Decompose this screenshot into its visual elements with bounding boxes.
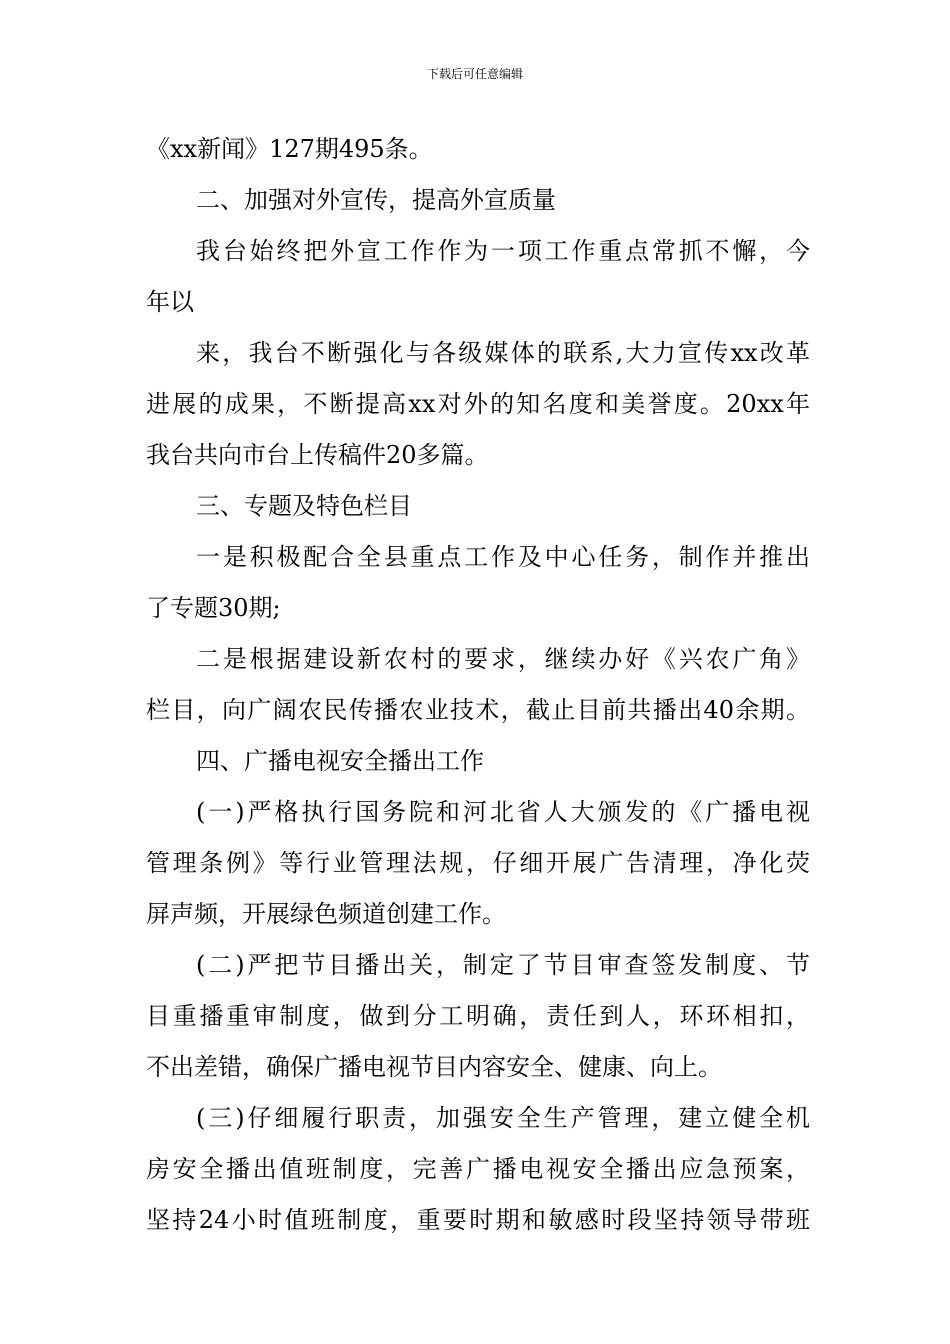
text-line-19: 不出差错，确保广播电视节目内容安全、健康、向上。 — [146, 1053, 722, 1081]
page-header: 下载后可任意编辑 — [426, 67, 523, 81]
text-line-15: 管理条例》等行业管理法规，仔细开展广告清理，净化荧 — [146, 849, 810, 877]
section-heading-2: 二、加强对外宣传，提高外宣质量 — [196, 186, 556, 214]
section-heading-4: 四、广播电视安全播出工作 — [196, 747, 484, 775]
text-line-1: 《xx新闻》127期495条。 — [146, 135, 433, 163]
text-line-6: 进展的成果，不断提高xx对外的知名度和美誉度。20xx年 — [146, 390, 810, 418]
text-line-20: (三)仔细履行职责，加强安全生产管理，建立健全机 — [196, 1104, 810, 1132]
text-line-14: (一)严格执行国务院和河北省人大颁发的《广播电视 — [196, 798, 810, 826]
text-line-4: 年以 — [146, 288, 194, 316]
section-heading-3: 三、专题及特色栏目 — [196, 492, 412, 520]
text-line-18: 目重播重审制度，做到分工明确，责任到人，环环相扣， — [146, 1002, 810, 1030]
text-line-21: 房安全播出值班制度，完善广播电视安全播出应急预案， — [146, 1155, 810, 1183]
text-line-5: 来，我台不断强化与各级媒体的联系,大力宣传xx改革 — [196, 339, 810, 367]
text-line-16: 屏声频，开展绿色频道创建工作。 — [146, 900, 506, 928]
text-line-10: 了专题30期; — [146, 594, 281, 622]
text-line-11: 二是根据建设新农村的要求，继续办好《兴农广角》 — [196, 645, 810, 673]
text-line-22: 坚持24小时值班制度，重要时期和敏感时段坚持领导带班 — [146, 1206, 810, 1234]
text-line-9: 一是积极配合全县重点工作及中心任务，制作并推出 — [196, 543, 810, 571]
text-line-17: (二)严把节目播出关，制定了节目审查签发制度、节 — [196, 951, 810, 979]
text-line-7: 我台共向市台上传稿件20多篇。 — [146, 441, 489, 469]
text-line-3: 我台始终把外宣工作作为一项工作重点常抓不懈，今 — [196, 237, 810, 265]
text-line-12: 栏目，向广阔农民传播农业技术，截止目前共播出40余期。 — [146, 696, 810, 724]
document-body — [146, 124, 810, 1246]
